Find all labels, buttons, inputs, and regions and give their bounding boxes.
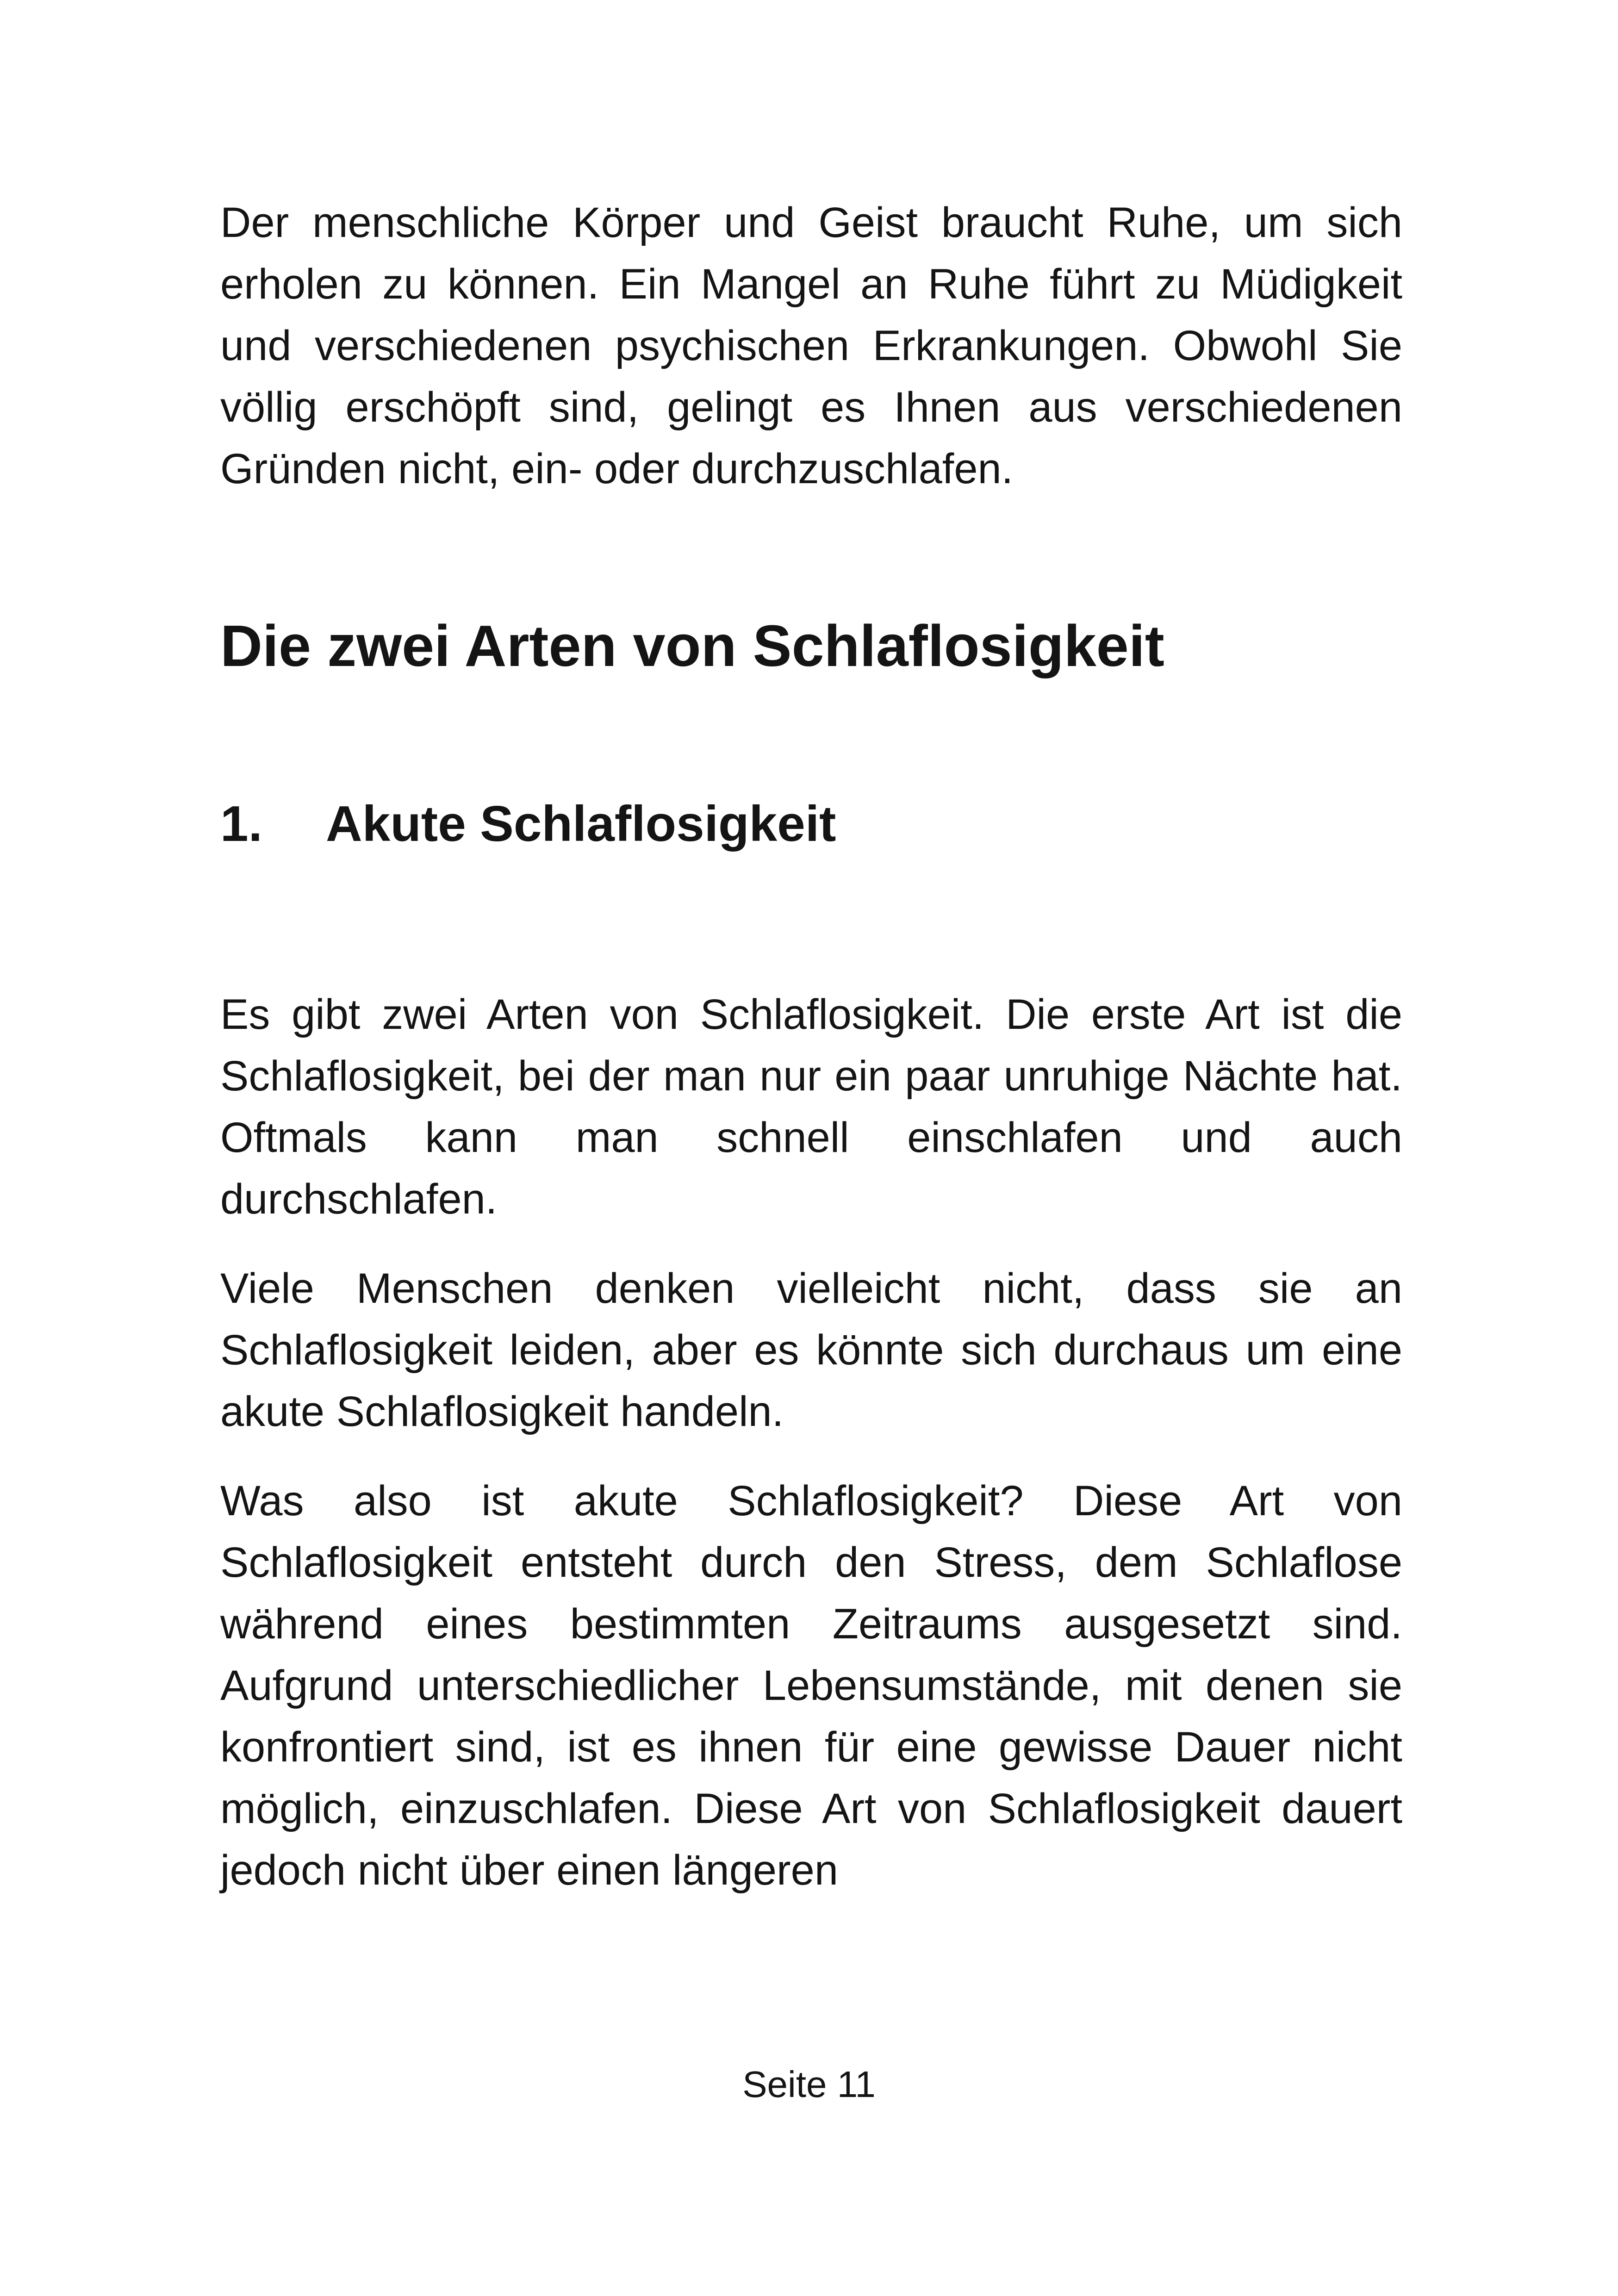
- subsection-heading: [220, 791, 1402, 856]
- subsection-number: 1.: [220, 796, 262, 852]
- subsection-title: Akute Schlaflosigkeit: [326, 796, 836, 852]
- intro-paragraph: Der menschliche Körper und Geist braucht Ruhe, um sich erholen zu können. Ein Mangel an Ruhe führt zu Müdigkeit und verschiedenen psychischen Erkrankungen. Obwohl Sie völlig erschöpft sind, gelingt es Ihnen aus verschiedenen Gründen nicht, ein- oder durchzuschlafen.: [220, 199, 1402, 492]
- body-paragraph-last: Was also ist akute Schlaflosigkeit? Diese Art von Schlaflosigkeit entsteht durch den Stress, dem Schlaflose während eines bestimmten Zeitraums ausgesetzt sind. Aufgrund unterschiedlicher Lebensumstände, mit denen sie konfrontiert sind, ist es ihnen für eine gewisse Dauer nicht möglich, einzuschlafen. Diese Art von Schlaflosigkeit dauert jedoch nicht über einen längeren: [220, 1477, 1402, 1894]
- page-content: [220, 192, 1402, 1901]
- section-heading: Die zwei Arten von Schlaflosigkeit: [220, 613, 1164, 678]
- page-number: Seite 11: [742, 2064, 876, 2105]
- body-paragraph: Es gibt zwei Arten von Schlaflosigkeit. Die erste Art ist die Schlaflosigkeit, bei der man nur ein paar unruhige Nächte hat. Oftmals kann man schnell einschlafen und auch durchschlafen.: [220, 991, 1402, 1223]
- body-paragraph: Viele Menschen denken vielleicht nicht, dass sie an Schlaflosigkeit leiden, aber es könnte sich durchaus um eine akute Schlaflosigkeit handeln.: [220, 1265, 1402, 1435]
